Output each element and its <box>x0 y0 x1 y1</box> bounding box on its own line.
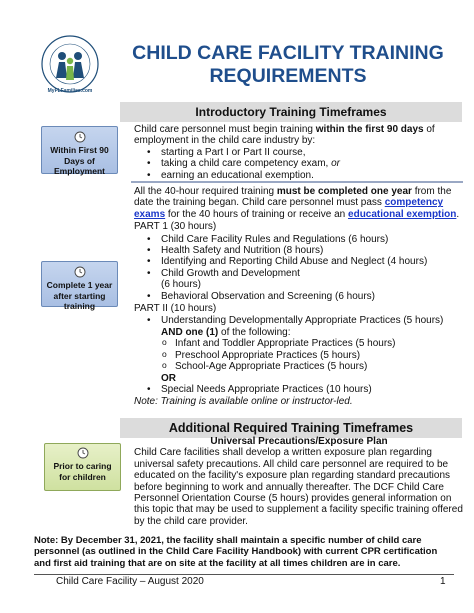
part1-label: PART 1 (30 hours) <box>134 221 217 233</box>
clock-icon <box>77 447 89 459</box>
educational-exemption-link[interactable]: educational exemption <box>348 208 457 220</box>
clock-icon <box>74 266 86 278</box>
logo-url: MyFLFamilies.com <box>47 88 93 94</box>
subheading: Universal Precautions/Exposure Plan <box>210 436 388 447</box>
universal-precautions <box>134 436 464 527</box>
section-heading-introductory: Introductory Training Timeframes <box>120 102 462 122</box>
page-title: CHILD CARE FACILITY TRAINING REQUIREMENTS <box>132 42 444 87</box>
cpr-note: Note: By December 31, 2021, the facility shall maintain a specific number of child care personnel (as outlined in the Child Care Facility Handbook) with current CPR certification and first aid training that are on site at the facility at all times children are in care. <box>34 535 438 569</box>
list-item: • Behavioral Observation and Screening (6 hours) <box>134 291 464 302</box>
timeframe-box-1-year: Complete 1 year after starting training <box>41 261 118 307</box>
list-item: • earning an educational exemption. <box>134 170 464 181</box>
list-item: • Identifying and Reporting Child Abuse and Neglect (4 hours) <box>134 256 464 267</box>
timeframe-box-prior-to-caring: Prior to caring for children <box>44 443 121 491</box>
training-requirements: All the 40-hour required training must be completed one year from the date the training began. Child care personnel must pass competency exams for the 40 hours of training or receive an educational exemption. PART 1 (30 hours) • Child Care Facility Rules and Regulations (6 hours) • Health Safety and Nutrition (8 hours) • Identifying and Reporting Child Abuse and Neglect (4 hours) • Child Growth and Development (6 hours) • Behavioral Observation and Screening (6 hours) PART II (10 hours) • Understanding Developmentally Appropriate Practices (5 hours) AND one (1) of the following: o Infant and Toddler Appropriate Practices (5 hours) o Preschool Appropriate Practices (5 hours) o School-Age Appropriate Practices (5 hours) OR • Special Needs Appropriate Practices (10 hours) Note: Training is available online or instructor-led. <box>134 186 464 408</box>
list-item: • Understanding Developmentally Appropriate Practices (5 hours) AND one (1) of the following: o Infant and Toddler Appropriate Practices (5 hours) o Preschool Appropriate Practices (5 hours) o School-Age Appropriate Practices (5 hours) OR <box>134 315 464 383</box>
divider <box>131 181 463 183</box>
timeframe-box-90-days: Within First 90 Days of Employment <box>41 126 118 174</box>
list-item: • taking a child care competency exam, or <box>134 158 464 169</box>
list-item: • Special Needs Appropriate Practices (10 hours) <box>134 384 464 395</box>
list-item: • Health Safety and Nutrition (8 hours) <box>134 245 464 256</box>
sub-list-item: o Infant and Toddler Appropriate Practices (5 hours) <box>161 338 464 349</box>
sub-list-item: o Preschool Appropriate Practices (5 hours) <box>161 350 464 361</box>
part2-label: PART II (10 hours) <box>134 303 217 315</box>
list-item: • Child Growth and Development (6 hours) <box>134 268 464 291</box>
competency-exams-link[interactable]: competency exams <box>134 197 444 220</box>
sub-list-item: o School-Age Appropriate Practices (5 hours) <box>161 361 464 372</box>
training-note: Note: Training is available online or instructor-led. <box>134 396 353 408</box>
footer-divider <box>34 574 454 575</box>
list-item: • starting a Part I or Part II course, <box>134 147 464 158</box>
page-number: 1 <box>440 576 446 587</box>
footer-text: Child Care Facility – August 2020 <box>56 576 204 587</box>
section-heading-additional: Additional Required Training Timeframes <box>120 418 462 438</box>
body-text: Child Care facilities shall develop a written exposure plan regarding universal safety precautions. All child care personnel are required to be educated on the facility's exposure plan regarding standard precautions before beginning to work and annually thereafter. The DCF Child Care Personnel Orientation Course (5 hours) provides general information on this topic that may be used to supplement a facility specific training offered by the child care provider. <box>134 447 463 527</box>
clock-icon <box>74 131 86 143</box>
list-item: • Child Care Facility Rules and Regulations (6 hours) <box>134 234 464 245</box>
intro-paragraph: Child care personnel must begin training within the first 90 days of employment in the child care industry by: • starting a Part I or Part II course, • taking a child care competency exam, or • earning an educational exemption. <box>134 124 464 181</box>
